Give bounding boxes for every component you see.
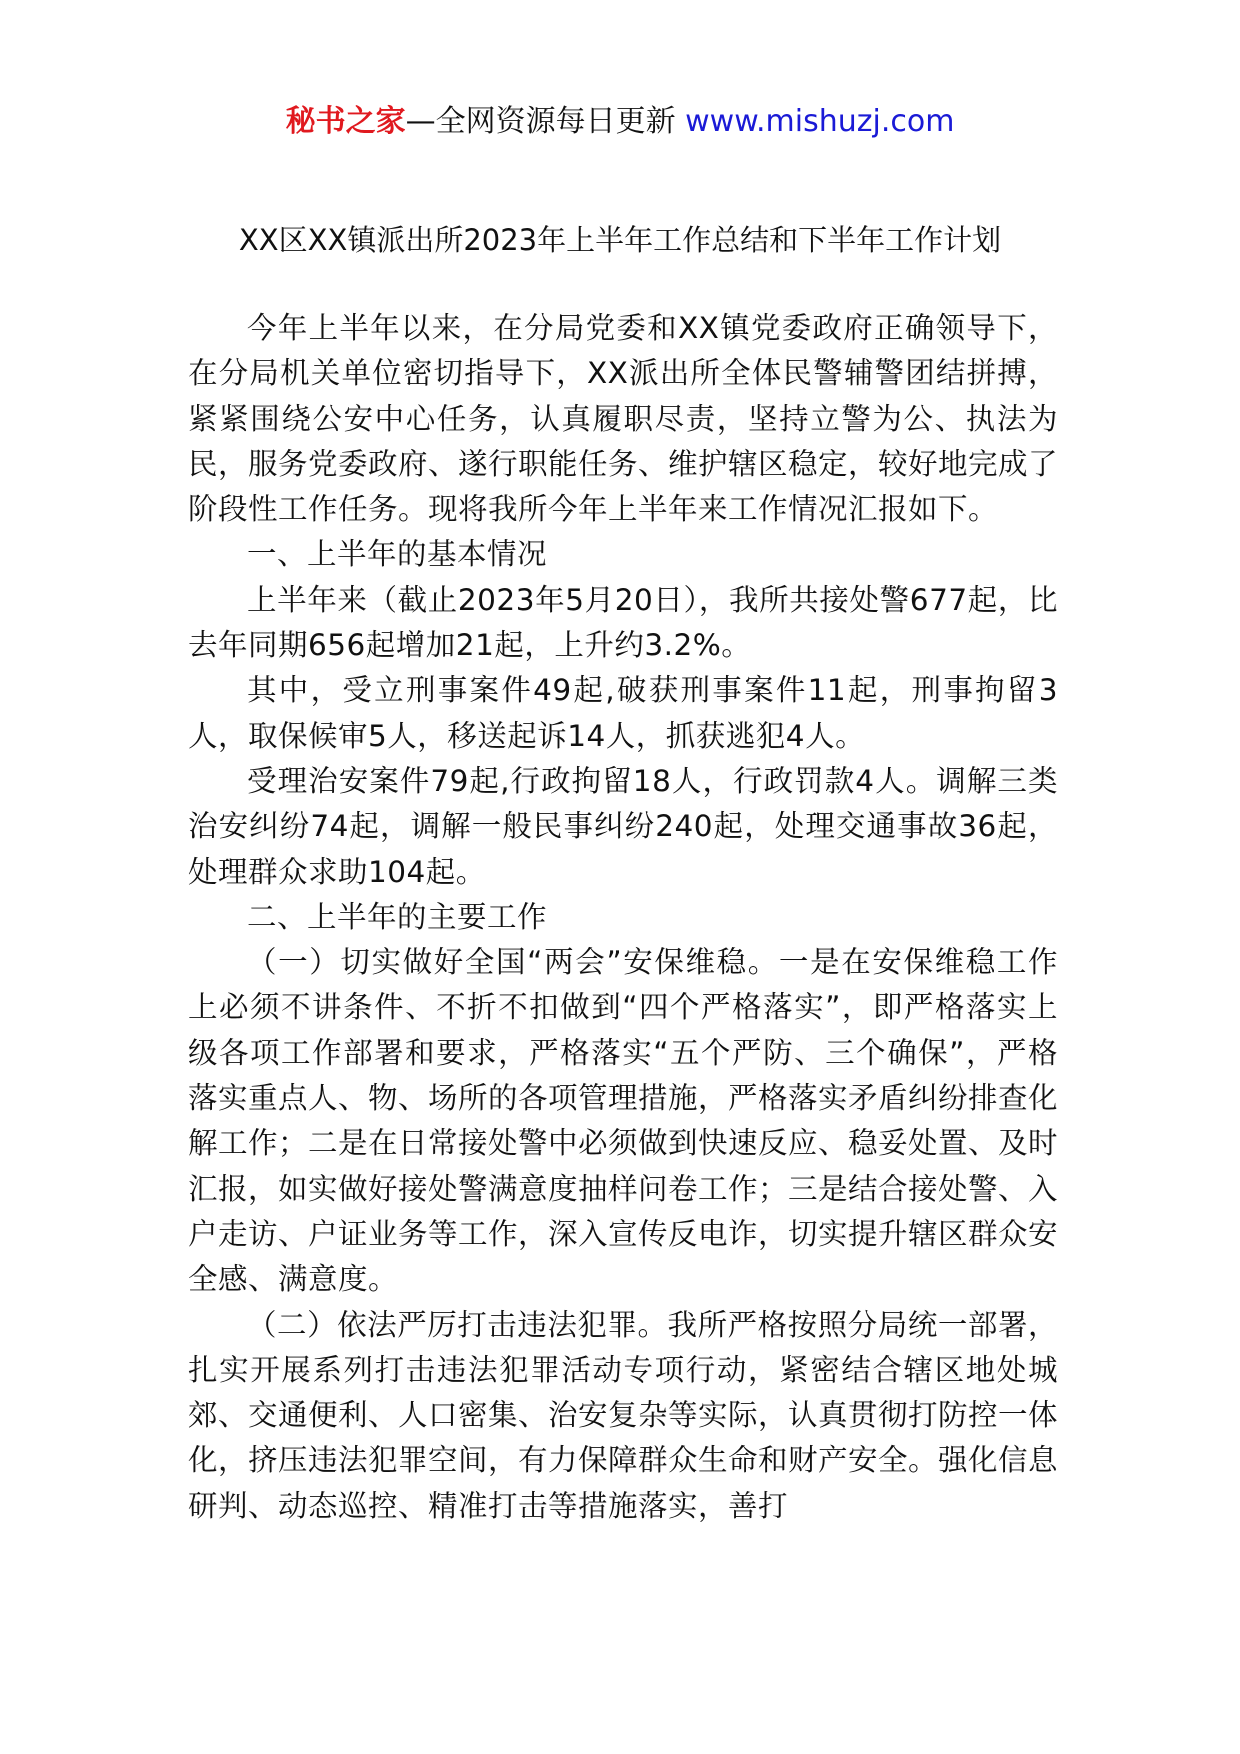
site-header <box>0 100 1240 144</box>
site-url-link[interactable]: www.mishuzj.com <box>685 104 955 139</box>
paragraph-crackdown-crime: （二）依法严厉打击违法犯罪。我所严格按照分局统一部署，扎实开展系列打击违法犯罪活动专项行动，紧密结合辖区地处城郊、交通便利、人口密集、治安复杂等实际，认真贯彻打防控一体化，挤压违法犯罪空间，有力保障群众生命和财产安全。强化信息研判、动态巡控、精准打击等措施落实，善打 <box>188 1307 1059 1523</box>
paragraph-police-calls: 上半年来（截止2023年5月20日），我所共接处警677起，比去年同期656起增加21起，上升约3.2%。 <box>188 582 1058 663</box>
paragraph-public-security-cases: 受理治安案件79起,行政拘留18人，行政罚款4人。调解三类治安纠纷74起，调解一般民事纠纷240起，处理交通事故36起，处理群众求助104起。 <box>188 763 1058 889</box>
brand-name: 秘书之家 <box>285 104 406 139</box>
intro-paragraph: 今年上半年以来，在分局党委和XX镇党委政府正确领导下，在分局机关单位密切指导下，XX派出所全体民警辅警团结拼搏，紧紧围绕公安中心任务，认真履职尽责，坚持立警为公、执法为民，服务党委政府、遂行职能任务、维护辖区稳定，较好地完成了阶段性工作任务。现将我所今年上半年来工作情况汇报如下。 <box>188 311 1059 527</box>
header-tagline: —全网资源每日更新 <box>405 104 686 139</box>
paragraph-two-sessions-security: （一）切实做好全国“两会”安保维稳。一是在安保维稳工作上必须不讲条件、不折不扣做到“四个严格落实”，即严格落实上级各项工作部署和要求，严格落实“五个严防、三个确保”，严格落实重点人、物、场所的各项管理措施，严格落实矛盾纠纷排查化解工作；二是在日常接处警中必须做到快速反应、稳妥处置、及时汇报，如实做好接处警满意度抽样问卷工作；三是结合接处警、入户走访、户证业务等工作，深入宣传反电诈，切实提升辖区群众安全感、满意度。 <box>188 945 1059 1297</box>
paragraph-criminal-cases: 其中，受立刑事案件49起,破获刑事案件11起，刑事拘留3人，取保候审5人，移送起诉14人，抓获逃犯4人。 <box>188 673 1058 753</box>
section-heading-basic-situation: 一、上半年的基本情况 <box>247 537 548 572</box>
document-body <box>188 306 1058 1529</box>
document-title: XX区XX镇派出所2023年上半年工作总结和下半年工作计划 <box>238 223 1002 257</box>
section-heading-main-work: 二、上半年的主要工作 <box>247 899 548 934</box>
